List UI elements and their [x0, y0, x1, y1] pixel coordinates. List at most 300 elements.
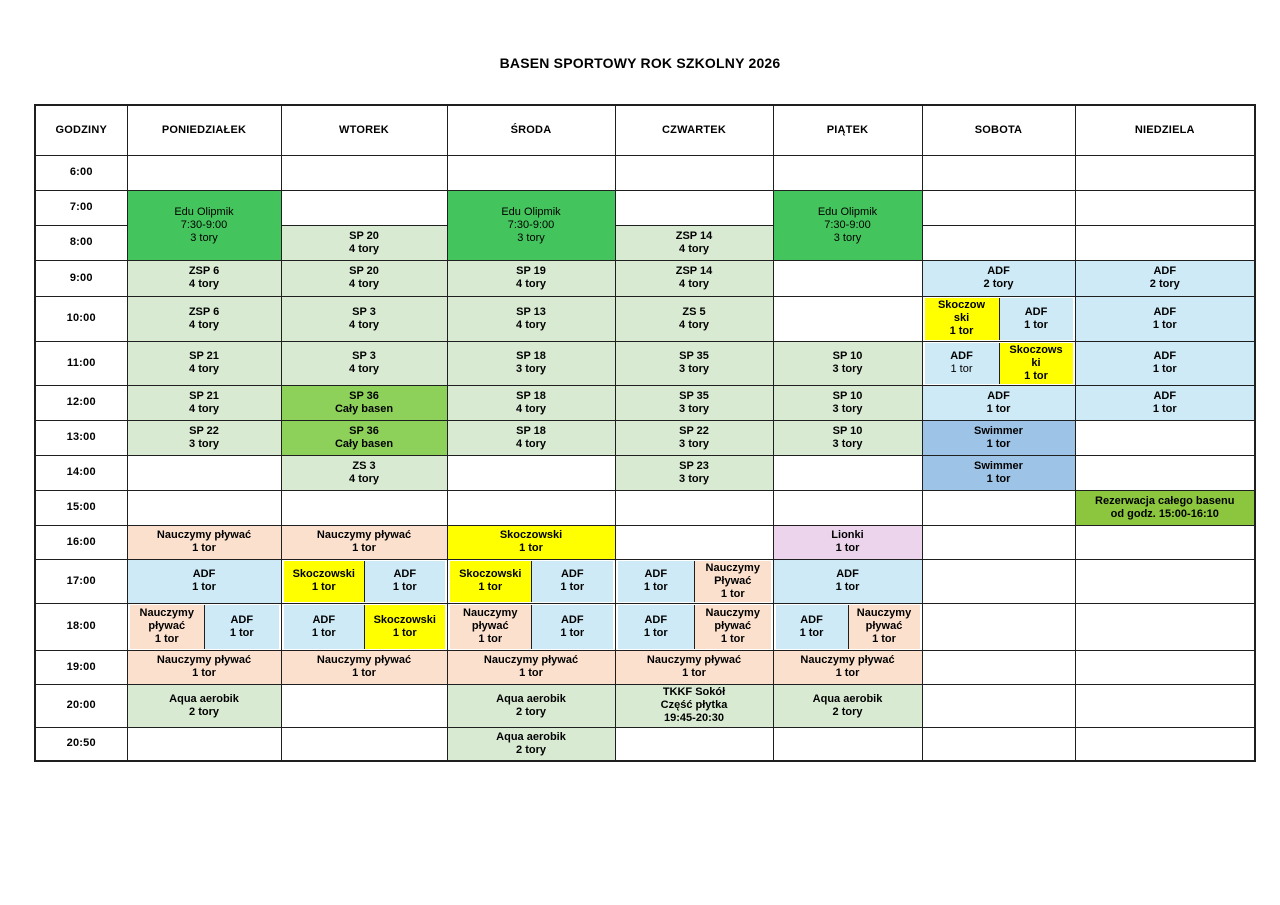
cell-line: 1 tor — [835, 581, 860, 593]
empty-cell — [447, 490, 615, 525]
schedule-cell — [922, 385, 1075, 420]
cell-line: SP 19 — [516, 265, 546, 277]
schedule-cell — [281, 455, 447, 490]
schedule-cell — [1075, 385, 1255, 420]
cell-line: SP 20 — [349, 229, 379, 242]
schedule-cell — [281, 650, 447, 684]
cell-line: Nauczymy — [139, 607, 194, 619]
split-wrap — [284, 605, 445, 649]
cell-line: 4 tory — [349, 363, 379, 375]
cell-line: 4 tory — [349, 318, 379, 331]
cell-line: SP 18 — [516, 350, 546, 362]
cell-part — [284, 605, 365, 649]
cell-line: 4 tory — [516, 437, 546, 450]
split-cell — [281, 603, 447, 650]
split-cell — [127, 603, 281, 650]
split-cell — [773, 603, 922, 650]
cell-line: pływać — [865, 620, 903, 632]
time-column-header: GODZINY — [35, 105, 127, 155]
cell-line: 1 tor — [1152, 363, 1177, 375]
cell-line: SP 13 — [516, 305, 546, 318]
cell-part — [531, 605, 613, 649]
cell-line: Edu Olipmik — [501, 205, 561, 218]
cell-line: ki — [1031, 356, 1041, 369]
schedule-cell — [615, 650, 773, 684]
cell-line: Edu Olipmik — [174, 205, 234, 218]
empty-cell — [127, 727, 281, 761]
cell-line: Nauczymy pływać — [156, 529, 252, 541]
cell-line: SP 21 — [189, 389, 219, 402]
cell-line: 1 tor — [872, 633, 896, 645]
cell-line: Nauczymy pływać — [156, 654, 252, 666]
empty-cell — [773, 490, 922, 525]
cell-line: SP 23 — [679, 459, 709, 472]
empty-cell — [127, 155, 281, 190]
header-row — [35, 105, 1255, 155]
schedule-cell — [447, 420, 615, 455]
time-label: 18:00 — [35, 603, 127, 650]
cell-line: Skoczow — [937, 299, 986, 311]
cell-line: ski — [953, 312, 970, 324]
empty-cell — [773, 155, 922, 190]
cell-line: 1 tor — [950, 363, 973, 375]
empty-cell — [127, 455, 281, 490]
cell-line: ZSP 14 — [675, 265, 713, 277]
cell-line: ADF — [312, 613, 336, 626]
cell-line: ZS 5 — [682, 305, 706, 318]
split-cell — [447, 559, 615, 603]
empty-cell — [1075, 455, 1255, 490]
cell-line: 1 tor — [478, 581, 503, 593]
split-wrap — [618, 605, 771, 649]
cell-line: SP 3 — [352, 305, 376, 318]
split-wrap — [450, 605, 613, 649]
schedule-cell — [127, 559, 281, 603]
time-label: 9:00 — [35, 260, 127, 296]
split-wrap — [618, 561, 771, 602]
empty-cell — [615, 525, 773, 559]
empty-cell — [281, 490, 447, 525]
cell-line: Skoczowski — [459, 568, 522, 580]
cell-line: ZSP 14 — [675, 229, 713, 242]
split-cell — [922, 296, 1075, 341]
cell-line: 2 tory — [1149, 278, 1180, 290]
cell-part — [364, 605, 445, 649]
cell-line: 4 tory — [349, 472, 379, 485]
cell-line: 2 tory — [516, 705, 546, 718]
day-header: PIĄTEK — [773, 105, 922, 155]
time-label: 7:00 — [35, 190, 127, 225]
split-cell — [615, 603, 773, 650]
empty-cell — [922, 225, 1075, 260]
time-label: 20:50 — [35, 727, 127, 761]
schedule-cell — [773, 684, 922, 727]
cell-part — [776, 605, 848, 649]
cell-line: 1 tor — [643, 581, 668, 593]
schedule-cell — [1075, 490, 1255, 525]
cell-line: SP 21 — [189, 350, 219, 362]
time-label: 19:00 — [35, 650, 127, 684]
empty-cell — [922, 190, 1075, 225]
split-wrap — [925, 343, 1073, 384]
cell-line: 1 tor — [560, 626, 585, 639]
schedule-cell — [615, 296, 773, 341]
schedule-cell — [447, 684, 615, 727]
cell-line: ADF — [230, 613, 254, 626]
cell-line: 1 tor — [154, 633, 179, 645]
split-wrap — [130, 605, 279, 649]
split-wrap — [450, 561, 613, 602]
empty-cell — [1075, 155, 1255, 190]
empty-cell — [1075, 727, 1255, 761]
schedule-cell — [447, 296, 615, 341]
cell-line: SP 18 — [516, 389, 546, 402]
cell-line: 1 tor — [1024, 318, 1048, 331]
schedule-cell — [773, 559, 922, 603]
cell-line: Część płytka — [660, 699, 728, 711]
cell-line: ADF — [836, 568, 859, 580]
cell-line: Nauczymy pływać — [800, 654, 895, 666]
day-header: CZWARTEK — [615, 105, 773, 155]
schedule-cell — [1075, 296, 1255, 341]
schedule-cell — [922, 260, 1075, 296]
empty-cell — [773, 296, 922, 341]
empty-cell — [922, 684, 1075, 727]
cell-line: SP 35 — [679, 389, 709, 402]
cell-line: TKKF Sokół — [662, 686, 726, 698]
cell-line: 1 tor — [478, 633, 503, 645]
cell-line: 1 tor — [799, 626, 824, 639]
cell-line: 1 tor — [986, 437, 1011, 450]
time-label: 14:00 — [35, 455, 127, 490]
split-cell — [447, 603, 615, 650]
cell-line: Aqua aerobik — [169, 692, 239, 705]
cell-line: SP 36 — [349, 389, 379, 402]
schedule-row — [35, 155, 1255, 190]
cell-line: 1 tor — [192, 542, 216, 554]
schedule-header — [35, 105, 1255, 155]
schedule-cell — [615, 684, 773, 727]
cell-line: Skoczowski — [499, 529, 563, 541]
empty-cell — [1075, 420, 1255, 455]
cell-line: 3 tory — [516, 363, 546, 375]
cell-line: SP 20 — [349, 265, 379, 277]
cell-part — [694, 605, 771, 649]
cell-line: 3 tory — [517, 231, 545, 244]
day-header: ŚRODA — [447, 105, 615, 155]
cell-line: 1 tor — [1152, 318, 1177, 331]
schedule-cell — [773, 190, 922, 260]
cell-line: ZSP 6 — [188, 265, 220, 277]
cell-line: Edu Olipmik — [817, 205, 878, 218]
cell-line: Nauczymy — [705, 607, 760, 619]
empty-cell — [615, 190, 773, 225]
cell-line: 19:45-20:30 — [664, 712, 724, 724]
schedule-cell — [922, 455, 1075, 490]
empty-cell — [773, 455, 922, 490]
cell-line: 1 tor — [986, 402, 1011, 415]
cell-line: 4 tory — [516, 402, 546, 415]
cell-line: Skoczowski — [373, 613, 436, 626]
schedule-cell — [1075, 260, 1255, 296]
cell-line: Nauczymy pływać — [316, 654, 412, 666]
cell-part — [848, 605, 920, 649]
cell-line: 1 tor — [643, 626, 668, 639]
cell-line: 1 tor — [192, 667, 216, 679]
schedule-cell — [447, 341, 615, 385]
cell-line: 3 tory — [190, 231, 218, 244]
cell-line: Swimmer — [974, 424, 1023, 437]
cell-line: ADF — [1153, 265, 1177, 277]
time-label: 13:00 — [35, 420, 127, 455]
cell-part — [450, 605, 532, 649]
cell-line: Nauczymy — [463, 607, 518, 619]
cell-line: 1 tor — [352, 667, 376, 679]
cell-line: 3 tory — [679, 363, 709, 375]
cell-line: ADF — [644, 568, 668, 580]
cell-line: Nauczymy — [856, 607, 912, 619]
time-label: 16:00 — [35, 525, 127, 559]
empty-cell — [773, 260, 922, 296]
schedule-row — [35, 650, 1255, 684]
cell-line: SP 10 — [832, 389, 863, 402]
cell-line: SP 22 — [679, 424, 709, 437]
cell-line: Aqua aerobik — [496, 692, 566, 705]
schedule-cell — [615, 260, 773, 296]
cell-line: 4 tory — [189, 402, 219, 415]
cell-line: SP 36 — [349, 424, 379, 437]
empty-cell — [127, 490, 281, 525]
cell-part — [999, 298, 1073, 340]
empty-cell — [1075, 225, 1255, 260]
schedule-row — [35, 525, 1255, 559]
schedule-row — [35, 603, 1255, 650]
cell-line: Nauczymy — [705, 561, 760, 574]
schedule-cell — [281, 296, 447, 341]
empty-cell — [281, 684, 447, 727]
cell-line: 1 tor — [1024, 369, 1048, 382]
cell-line: ADF — [1024, 305, 1048, 318]
schedule-cell — [773, 525, 922, 559]
cell-line: Aqua aerobik — [496, 730, 566, 743]
cell-line: 1 tor — [311, 626, 336, 639]
cell-line: 3 tory — [679, 472, 709, 485]
day-header: PONIEDZIAŁEK — [127, 105, 281, 155]
schedule-cell — [447, 385, 615, 420]
empty-cell — [1075, 603, 1255, 650]
cell-line: 3 tory — [189, 437, 219, 450]
schedule-cell — [127, 385, 281, 420]
schedule-row — [35, 341, 1255, 385]
cell-line: Skoczowski — [292, 568, 355, 580]
cell-part — [450, 561, 532, 602]
cell-line: 4 tory — [189, 318, 219, 331]
cell-line: 3 tory — [832, 363, 863, 375]
split-cell — [615, 559, 773, 603]
empty-cell — [1075, 190, 1255, 225]
cell-line: ADF — [644, 613, 668, 626]
cell-line: 1 tor — [519, 667, 543, 679]
cell-line: Nauczymy pływać — [646, 654, 742, 666]
time-label: 11:00 — [35, 341, 127, 385]
schedule-cell — [127, 525, 281, 559]
cell-line: ADF — [192, 568, 216, 580]
split-cell — [922, 341, 1075, 385]
empty-cell — [922, 727, 1075, 761]
schedule-cell — [615, 420, 773, 455]
cell-line: 4 tory — [189, 278, 219, 290]
empty-cell — [922, 603, 1075, 650]
schedule-cell — [281, 525, 447, 559]
cell-line: 4 tory — [516, 278, 546, 290]
cell-line: ADF — [393, 568, 417, 580]
cell-line: SP 10 — [832, 350, 863, 362]
empty-cell — [1075, 525, 1255, 559]
empty-cell — [281, 727, 447, 761]
cell-line: Skoczows — [1009, 343, 1063, 356]
schedule-cell — [281, 420, 447, 455]
empty-cell — [922, 650, 1075, 684]
cell-line: 7:30-9:00 — [824, 218, 871, 231]
cell-line: 4 tory — [516, 318, 546, 331]
cell-line: Rezerwacja całego basenu — [1095, 494, 1235, 507]
cell-line: SP 10 — [832, 424, 863, 437]
schedule-table — [34, 104, 1256, 762]
cell-line: pływać — [714, 620, 752, 632]
schedule-cell — [127, 260, 281, 296]
schedule-row — [35, 420, 1255, 455]
split-wrap — [284, 561, 445, 602]
cell-line: ADF — [800, 613, 823, 626]
split-cell — [281, 559, 447, 603]
schedule-cell — [127, 341, 281, 385]
time-label: 10:00 — [35, 296, 127, 341]
schedule-cell — [447, 260, 615, 296]
schedule-row — [35, 455, 1255, 490]
cell-line: Swimmer — [974, 459, 1023, 472]
schedule-body — [35, 155, 1255, 761]
cell-line: Nauczymy pływać — [483, 654, 579, 666]
cell-line: ADF — [1153, 389, 1177, 402]
cell-line: ADF — [950, 350, 973, 362]
cell-line: 4 tory — [189, 363, 219, 375]
cell-part — [204, 605, 279, 649]
empty-cell — [447, 455, 615, 490]
schedule-cell — [615, 341, 773, 385]
cell-line: SP 22 — [189, 424, 219, 437]
empty-cell — [1075, 559, 1255, 603]
cell-line: 7:30-9:00 — [180, 218, 228, 231]
cell-line: Pływać — [714, 574, 752, 587]
time-label: 8:00 — [35, 225, 127, 260]
schedule-row — [35, 559, 1255, 603]
cell-line: ADF — [1153, 350, 1177, 362]
cell-line: 3 tory — [679, 437, 709, 450]
empty-cell — [615, 490, 773, 525]
empty-cell — [281, 155, 447, 190]
schedule-cell — [615, 385, 773, 420]
schedule-cell — [773, 341, 922, 385]
cell-line: ZSP 6 — [188, 305, 220, 318]
schedule-cell — [1075, 341, 1255, 385]
schedule-cell — [127, 296, 281, 341]
cell-line: 1 tor — [835, 542, 860, 554]
schedule-cell — [281, 341, 447, 385]
schedule-cell — [773, 385, 922, 420]
cell-part — [364, 561, 445, 602]
cell-line: 1 tor — [229, 626, 254, 639]
cell-line: 1 tor — [986, 472, 1011, 485]
cell-line: SP 35 — [679, 350, 709, 362]
cell-line: 1 tor — [392, 581, 417, 593]
split-wrap — [925, 298, 1073, 340]
cell-line: ADF — [987, 389, 1010, 402]
cell-line: 2 tory — [832, 705, 863, 718]
cell-line: Lionki — [831, 529, 864, 541]
cell-line: SP 3 — [352, 350, 376, 362]
empty-cell — [922, 559, 1075, 603]
cell-part — [531, 561, 613, 602]
cell-line: 4 tory — [349, 242, 379, 255]
schedule-row — [35, 385, 1255, 420]
schedule-row — [35, 260, 1255, 296]
empty-cell — [922, 525, 1075, 559]
schedule-cell — [615, 225, 773, 260]
cell-line: Cały basen — [334, 402, 394, 415]
schedule-row — [35, 296, 1255, 341]
cell-line: pływać — [471, 620, 509, 632]
cell-line: 1 tor — [311, 581, 336, 593]
cell-line: ADF — [560, 613, 584, 626]
cell-line: 4 tory — [679, 242, 709, 255]
empty-cell — [615, 727, 773, 761]
schedule-cell — [447, 727, 615, 761]
cell-line: 1 tor — [720, 633, 745, 645]
schedule-cell — [773, 650, 922, 684]
cell-line: od godz. 15:00-16:10 — [1110, 507, 1219, 520]
cell-line: pływać — [148, 620, 186, 632]
cell-line: Aqua aerobik — [812, 692, 883, 705]
time-label: 20:00 — [35, 684, 127, 727]
schedule-row — [35, 490, 1255, 525]
split-wrap — [776, 605, 920, 649]
schedule-row — [35, 190, 1255, 225]
cell-line: ADF — [1153, 305, 1177, 318]
empty-cell — [773, 727, 922, 761]
schedule-cell — [447, 525, 615, 559]
cell-line: ADF — [560, 568, 584, 580]
time-label: 12:00 — [35, 385, 127, 420]
day-header: NIEDZIELA — [1075, 105, 1255, 155]
cell-line: 3 tory — [679, 402, 709, 415]
schedule-cell — [281, 225, 447, 260]
schedule-cell — [615, 455, 773, 490]
cell-line: 1 tor — [560, 581, 585, 593]
schedule-cell — [773, 420, 922, 455]
schedule-cell — [922, 420, 1075, 455]
cell-part — [284, 561, 365, 602]
day-header: SOBOTA — [922, 105, 1075, 155]
cell-line: 1 tor — [835, 667, 860, 679]
cell-line: 2 tory — [983, 278, 1014, 290]
schedule-cell — [447, 650, 615, 684]
schedule-cell — [281, 260, 447, 296]
page-title: BASEN SPORTOWY ROK SZKOLNY 2026 — [499, 55, 781, 71]
cell-line: 1 tor — [949, 325, 974, 337]
cell-line: 3 tory — [832, 402, 863, 415]
cell-line: SP 18 — [516, 424, 546, 437]
cell-line: 1 tor — [392, 626, 417, 639]
